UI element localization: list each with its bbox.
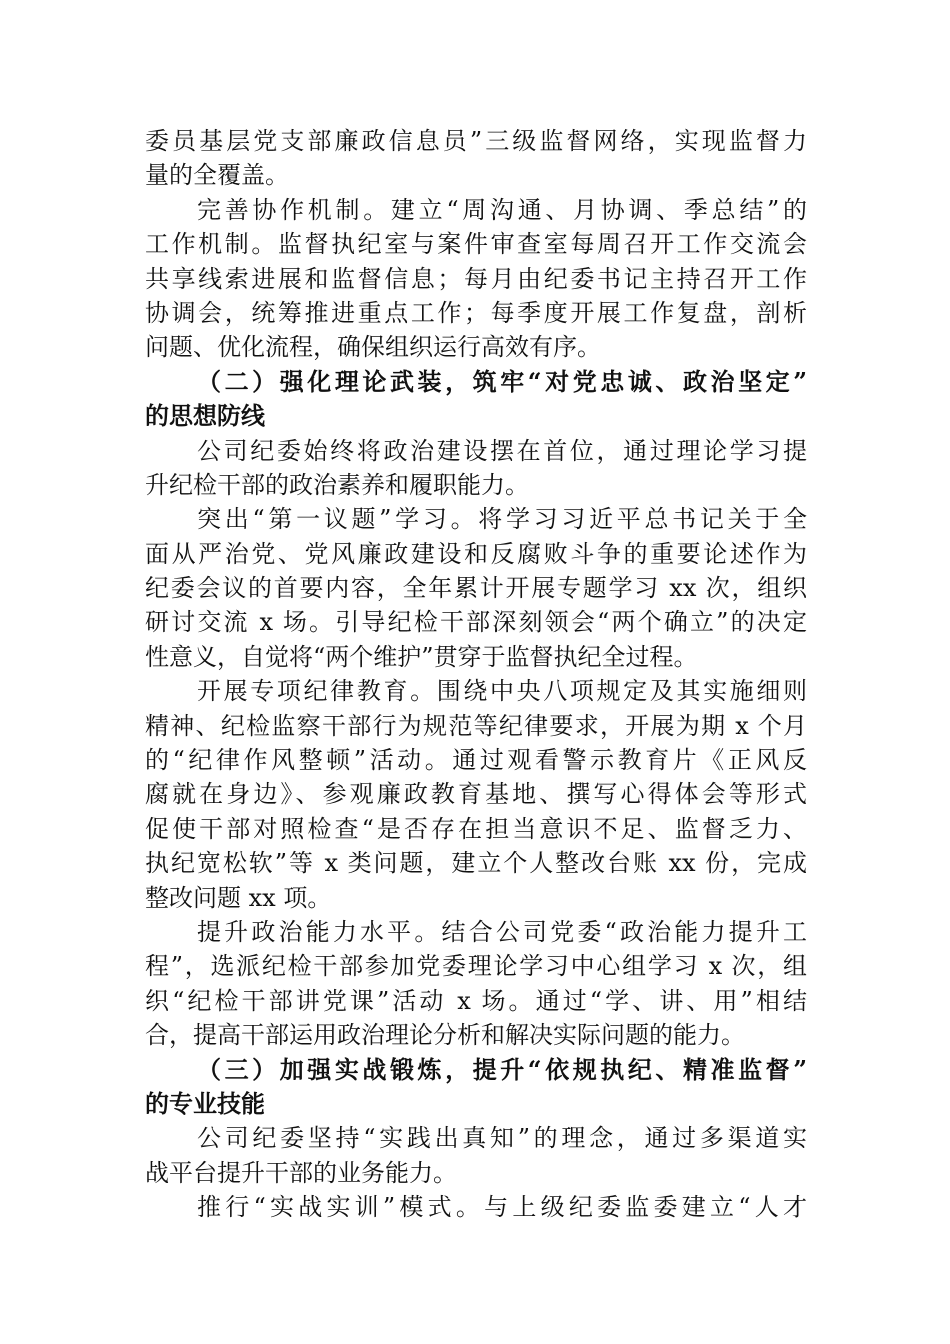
text-line: 工作机制。监督执纪室与案件审查室每周召开工作交流会 (145, 230, 807, 259)
text-line: 公司纪委坚持“实践出真知”的理念，通过多渠道实 (197, 1124, 807, 1153)
text-line: 合，提高干部运用政治理论分析和解决实际问题的能力。 (145, 1021, 745, 1050)
text-line: 战平台提升干部的业务能力。 (145, 1158, 457, 1187)
text-line: 的“纪律作风整顿”活动。通过观看警示教育片《正风反 (145, 746, 807, 775)
text-line: 腐就在身边》、参观廉政教育基地、撰写心得体会等形式 (145, 780, 807, 809)
text-line: 面从严治党、党风廉政建设和反腐败斗争的重要论述作为 (145, 539, 807, 568)
text-line: 促使干部对照检查“是否存在担当意识不足、监督乏力、 (145, 814, 807, 843)
text-line: 提升政治能力水平。结合公司党委“政治能力提升工 (197, 917, 807, 946)
text-line: 突出“第一议题”学习。将学习习近平总书记关于全 (197, 505, 807, 534)
text-line: 性意义，自觉将“两个维护”贯穿于监督执纪全过程。 (145, 642, 698, 671)
text-line: 协调会，统筹推进重点工作；每季度开展工作复盘，剖析 (145, 298, 807, 327)
section-heading: （二）强化理论武装，筑牢“对党忠诚、政治坚定” (197, 366, 807, 396)
text-line: 问题、优化流程，确保组织运行高效有序。 (145, 333, 601, 362)
text-line: 执纪宽松软”等 x 类问题，建立个人整改台账 xx 份，完成 (145, 849, 807, 878)
document-page (145, 124, 807, 1225)
text-line: 公司纪委始终将政治建设摆在首位，通过理论学习提 (197, 436, 807, 465)
text-line: 织“纪检干部讲党课”活动 x 场。通过“学、讲、用”相结 (145, 986, 807, 1015)
text-line: 委员基层党支部廉政信息员”三级监督网络，实现监督力 (145, 127, 807, 155)
text-line: 共享线索进展和监督信息；每月由纪委书记主持召开工作 (145, 264, 807, 293)
section-heading: （三）加强实战锻炼，提升“依规执纪、精准监督” (197, 1054, 807, 1084)
text-line: 推行“实战实训”模式。与上级纪委监委建立“人才 (197, 1193, 807, 1222)
text-line: 完善协作机制。建立“周沟通、月协调、季总结”的 (197, 195, 807, 224)
text-line: 程”，选派纪检干部参加党委理论学习中心组学习 x 次，组 (145, 952, 807, 981)
text-line: 精神、纪检监察干部行为规范等纪律要求，开展为期 x 个月 (145, 711, 807, 740)
text-line: 开展专项纪律教育。围绕中央八项规定及其实施细则 (197, 677, 807, 706)
text-line: 整改问题 xx 项。 (145, 883, 332, 912)
text-line: 量的全覆盖。 (145, 161, 289, 190)
text-line: 研讨交流 x 场。引导纪检干部深刻领会“两个确立”的决定 (145, 608, 807, 637)
section-heading: 的思想防线 (145, 401, 265, 431)
text-line: 纪委会议的首要内容，全年累计开展专题学习 xx 次，组织 (145, 574, 807, 603)
text-line: 升纪检干部的政治素养和履职能力。 (145, 470, 529, 499)
section-heading: 的专业技能 (145, 1088, 265, 1118)
